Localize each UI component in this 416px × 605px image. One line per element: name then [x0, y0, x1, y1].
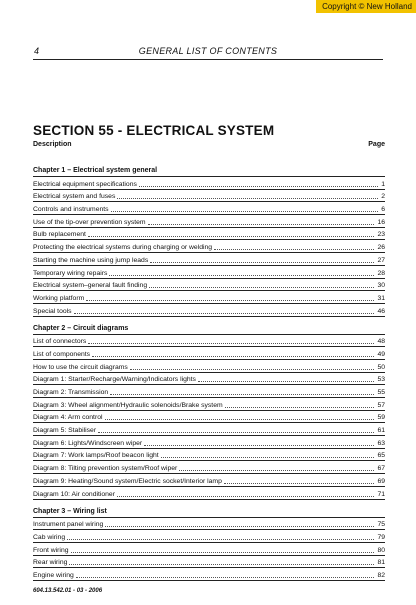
toc-entry[interactable] [33, 215, 385, 228]
toc-entry-title: Diagram 2: Transmission [33, 389, 109, 396]
chapter-title: Chapter 1 – Electrical system general [33, 165, 385, 177]
toc-entry-title: Diagram 1: Starter/Recharge/Warning/Indicators lights [33, 376, 196, 384]
toc-entry-page: 63 [377, 439, 385, 447]
toc-entry-title: Special tools [33, 307, 72, 315]
toc-entry-title: Front wiring [33, 546, 69, 554]
toc-entry[interactable] [33, 518, 385, 531]
toc-entry-page: 16 [377, 218, 385, 226]
toc-entry[interactable] [33, 190, 385, 203]
toc-entry-page: 69 [377, 477, 385, 485]
toc-entry-title: List of connectors [33, 338, 87, 346]
toc-entry-title: Electrical system and fuses [33, 193, 116, 201]
toc-entry-title: Diagram 9: Heating/Sound system/Electric socket/Interior lamp [33, 477, 222, 485]
toc-entry-title: How to use the circuit diagrams [33, 363, 128, 371]
dot-leader [109, 274, 374, 276]
toc-entry-page: 46 [377, 307, 385, 315]
dot-leader [225, 406, 375, 408]
toc-entry-title: Diagram 3: Wheel alignment/Hydraulic solenoids/Brake system [33, 401, 223, 409]
toc-entry-page: 50 [377, 363, 385, 371]
toc-entry-title: Diagram 4: Arm control [33, 414, 103, 422]
document-code: 604.13.542.01 - 03 - 2006 [33, 588, 103, 594]
toc-entry[interactable] [33, 423, 385, 436]
toc-entry[interactable] [33, 398, 385, 411]
toc-entry-page: 80 [377, 546, 385, 554]
toc-entry-page: 71 [377, 490, 385, 498]
toc-entry-page: 2 [381, 193, 385, 201]
toc-entry-page: 81 [377, 559, 385, 567]
toc-entry-page: 82 [377, 571, 385, 579]
chapter-2 [33, 323, 385, 500]
chapter-1 [33, 165, 385, 317]
toc-entry-page: 6 [381, 206, 385, 214]
toc-entry-page: 59 [377, 414, 385, 422]
toc-entry[interactable] [33, 202, 385, 215]
toc-entry-title: Diagram 5: Stabiliser [33, 427, 97, 435]
toc-entry[interactable] [33, 530, 385, 543]
toc-entry-title: Engine wiring [33, 571, 74, 579]
toc-entry-title: Controls and instruments [33, 206, 109, 214]
toc-entry[interactable] [33, 436, 385, 449]
toc-entry[interactable] [33, 568, 385, 581]
toc-entry[interactable] [33, 373, 385, 386]
toc-entry-page: 26 [377, 244, 385, 252]
dot-leader [105, 418, 375, 420]
dot-leader [139, 185, 378, 187]
toc-entry[interactable] [33, 253, 385, 266]
toc-entry[interactable] [33, 240, 385, 253]
dot-leader [117, 495, 374, 497]
toc-entry-page: 48 [377, 338, 385, 346]
toc-entry-title: Temporary wiring repairs [33, 269, 108, 277]
toc-entry-page: 55 [377, 389, 385, 396]
toc-entry-page: 67 [377, 465, 385, 473]
toc-entry[interactable] [33, 474, 385, 487]
dot-leader [130, 368, 375, 370]
toc-entry[interactable] [33, 266, 385, 279]
dot-leader [110, 393, 374, 395]
toc-entry-title: Electrical equipment specifications [33, 180, 137, 188]
toc-entry-title: Working platform [33, 294, 85, 302]
column-headers [33, 141, 385, 151]
toc-entry-page: 57 [377, 401, 385, 409]
toc-entry-page: 61 [377, 427, 385, 435]
toc-entry[interactable] [33, 543, 385, 556]
dot-leader [198, 380, 374, 382]
toc-entry-page: 30 [377, 282, 385, 290]
dot-leader [150, 261, 374, 263]
toc-entry-title: List of components [33, 350, 91, 358]
toc-entry[interactable] [33, 556, 385, 569]
toc-entry-title: Cab wiring [33, 533, 66, 541]
toc-entry-page: 49 [377, 350, 385, 358]
page-header [33, 46, 383, 60]
dot-leader [117, 197, 378, 199]
toc-entry[interactable] [33, 304, 385, 317]
dot-leader [224, 482, 375, 484]
section-title: SECTION 55 - ELECTRICAL SYSTEM [33, 123, 275, 138]
toc-entry[interactable] [33, 177, 385, 190]
dot-leader [88, 342, 374, 344]
dot-leader [148, 223, 375, 225]
toc-entry-title: Diagram 10: Air conditioner [33, 490, 115, 498]
toc-entry[interactable] [33, 461, 385, 474]
toc-entry-title: Diagram 8: Tilting prevention system/Roof wiper [33, 465, 178, 473]
toc-entry-page: 1 [381, 180, 385, 188]
toc-entry[interactable] [33, 291, 385, 304]
page-column-header: Page [368, 141, 385, 148]
toc-entry-page: 75 [377, 521, 385, 529]
chapter-title: Chapter 2 – Circuit diagrams [33, 323, 385, 335]
toc-entry-page: 27 [377, 256, 385, 264]
dot-leader [76, 576, 375, 578]
dot-leader [86, 299, 374, 301]
dot-leader [98, 431, 374, 433]
toc-entry-title: Diagram 6: Lights/Windscreen wiper [33, 439, 143, 447]
dot-leader [214, 248, 374, 250]
toc-entry-title: Use of the tip-over prevention system [33, 218, 146, 226]
chapter-title: Chapter 3 – Wiring list [33, 506, 385, 518]
toc-entry-page: 28 [377, 269, 385, 277]
toc-entry-title: Diagram 7: Work lamps/Roof beacon light [33, 452, 159, 460]
toc-entry-page: 53 [377, 376, 385, 384]
dot-leader [105, 525, 374, 527]
dot-leader [179, 469, 374, 471]
copyright-badge: Copyright © New Holland [316, 0, 416, 13]
description-column-header: Description [33, 141, 72, 148]
header-title: GENERAL LIST OF CONTENTS [138, 46, 278, 56]
toc-entry[interactable] [33, 411, 385, 424]
dot-leader [111, 210, 379, 212]
dot-leader [69, 563, 374, 565]
toc-entry[interactable] [33, 347, 385, 360]
toc-entry-title: Protecting the electrical systems during charging or welding [33, 244, 213, 252]
toc-entry-title: Instrument panel wiring [33, 521, 104, 529]
toc-entry-title: Starting the machine using jump leads [33, 256, 149, 264]
toc-entry-title: Rear wiring [33, 559, 68, 567]
toc-entry[interactable] [33, 335, 385, 348]
toc-entry[interactable] [33, 360, 385, 373]
toc-entry-page: 23 [377, 231, 385, 239]
dot-leader [74, 312, 375, 314]
dot-leader [144, 444, 374, 446]
dot-leader [71, 551, 375, 553]
toc-entry[interactable] [33, 487, 385, 500]
dot-leader [161, 456, 375, 458]
page-number: 4 [34, 46, 40, 56]
toc-entry[interactable] [33, 385, 385, 398]
toc-entry[interactable] [33, 279, 385, 292]
table-of-contents [33, 165, 385, 587]
dot-leader [149, 286, 374, 288]
toc-entry-title: Bulb replacement [33, 231, 86, 239]
toc-entry[interactable] [33, 228, 385, 241]
toc-entry[interactable] [33, 449, 385, 462]
toc-entry-page: 65 [377, 452, 385, 460]
toc-entry-title: Electrical system–general fault finding [33, 282, 148, 290]
toc-entry-page: 31 [377, 294, 385, 302]
chapter-3 [33, 506, 385, 581]
dot-leader [88, 235, 375, 237]
dot-leader [92, 355, 374, 357]
toc-entry-page: 79 [377, 533, 385, 541]
dot-leader [67, 538, 374, 540]
